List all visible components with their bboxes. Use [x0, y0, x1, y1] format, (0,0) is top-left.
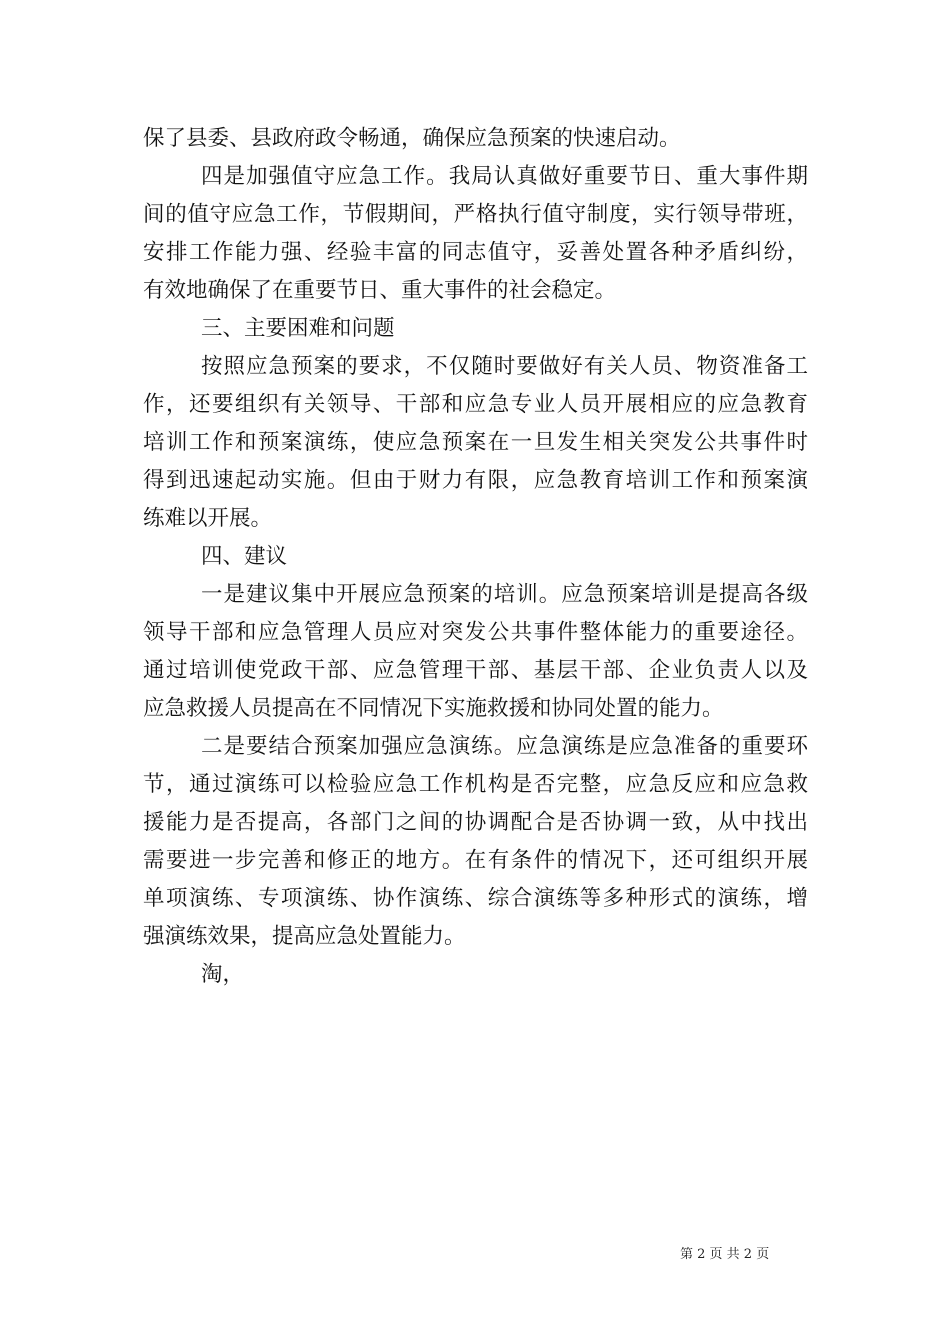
page-number-footer: 第 2 页 共 2 页 [680, 1247, 770, 1262]
text-line: 培训工作和预案演练，使应急预案在一旦发生相关突发公共事件时 [143, 430, 808, 455]
text-line: 有效地确保了在重要节日、重大事件的社会稳定。 [143, 278, 617, 303]
text-line: 一是建议集中开展应急预案的培训。应急预案培训是提高各级 [201, 582, 808, 607]
text-line: 间的值守应急工作，节假期间，严格执行值守制度，实行领导带班， [143, 202, 808, 227]
text-line: 通过培训使党政干部、应急管理干部、基层干部、企业负责人以及 [143, 658, 808, 683]
text-line: 需要进一步完善和修正的地方。在有条件的情况下，还可组织开展 [143, 848, 808, 873]
text-line: 保了县委、县政府政令畅通，确保应急预案的快速启动。 [143, 126, 681, 151]
text-line: 按照应急预案的要求，不仅随时要做好有关人员、物资准备工 [201, 354, 808, 379]
document-body [143, 120, 808, 994]
text-line: 节，通过演练可以检验应急工作机构是否完整，应急反应和应急救 [143, 772, 808, 797]
text-line: 得到迅速起动实施。但由于财力有限，应急教育培训工作和预案演 [143, 468, 808, 493]
text-line: 淘， [201, 962, 245, 987]
text-line: 应急救援人员提高在不同情况下实施救援和协同处置的能力。 [143, 696, 724, 721]
text-line: 强演练效果，提高应急处置能力。 [143, 924, 466, 949]
text-line: 单项演练、专项演练、协作演练、综合演练等多种形式的演练，增 [143, 886, 808, 911]
text-line: 四是加强值守应急工作。我局认真做好重要节日、重大事件期 [201, 164, 808, 189]
text-line: 练难以开展。 [143, 506, 273, 531]
text-line: 二是要结合预案加强应急演练。应急演练是应急准备的重要环 [201, 734, 808, 759]
text-line: 援能力是否提高，各部门之间的协调配合是否协调一致，从中找出 [143, 810, 808, 835]
text-line: 安排工作能力强、经验丰富的同志值守，妥善处置各种矛盾纠纷， [143, 240, 808, 265]
text-line: 四、建议 [201, 544, 288, 569]
text-line: 三、主要困难和问题 [201, 316, 395, 341]
text-line: 作，还要组织有关领导、干部和应急专业人员开展相应的应急教育 [143, 392, 808, 417]
text-line: 领导干部和应急管理人员应对突发公共事件整体能力的重要途径。 [143, 620, 808, 645]
